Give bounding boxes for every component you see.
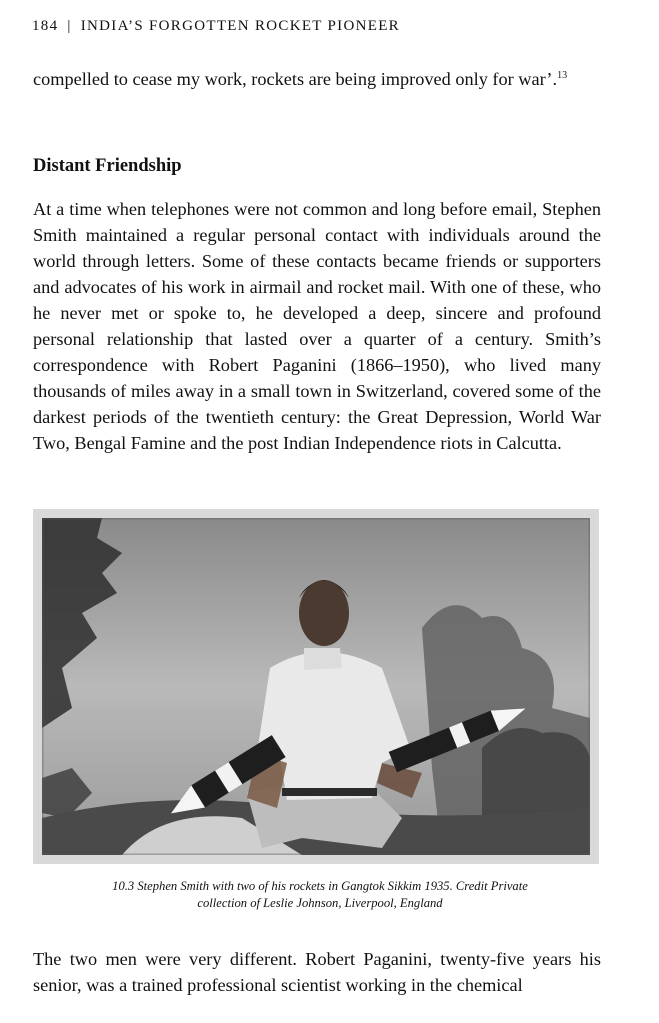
paragraph-body: At a time when telephones were not common and long before email, Stephen Smith maintained a regular personal contact with individuals around the world through letters. Some of these contacts became friends or supporters and advocates of his work in airmail and rocket mail. With one of these, who he never met or spoke to, he developed a deep, sincere and profound personal relationship that lasted over a quarter of a century. Smith’s correspondence with Robert Paganini (1866–1950), who lived many thousands of miles away in a small town in Switzerland, covered some of the darkest periods of the twentieth century: the Great Depression, World War Two, Bengal Famine and the post Indian Independence riots in Calcutta. (33, 199, 601, 453)
caption-line-1: 10.3 Stephen Smith with two of his rockets in Gangtok Sikkim 1935. Credit Private (112, 879, 528, 893)
photo-stephen-smith-with-rockets (42, 518, 590, 855)
figure-caption (60, 878, 580, 912)
paragraph-body-next: The two men were very different. Robert Paganini, twenty-five years his senior, was a trained professional scientist working in the chemical (33, 949, 601, 995)
page-number: 184 (32, 18, 59, 34)
header-separator: | (67, 18, 72, 34)
section-heading: Distant Friendship (33, 156, 182, 176)
footnote-marker: 13 (557, 69, 568, 81)
paragraph-1-text: compelled to cease my work, rockets are being improved only for war’. (33, 69, 558, 89)
caption-line-2: collection of Leslie Johnson, Liverpool, England (197, 896, 443, 910)
paragraph-continued (33, 66, 601, 92)
figure-photo-frame (33, 509, 599, 864)
running-header (32, 18, 400, 35)
book-title: INDIA’S FORGOTTEN ROCKET PIONEER (80, 18, 400, 34)
